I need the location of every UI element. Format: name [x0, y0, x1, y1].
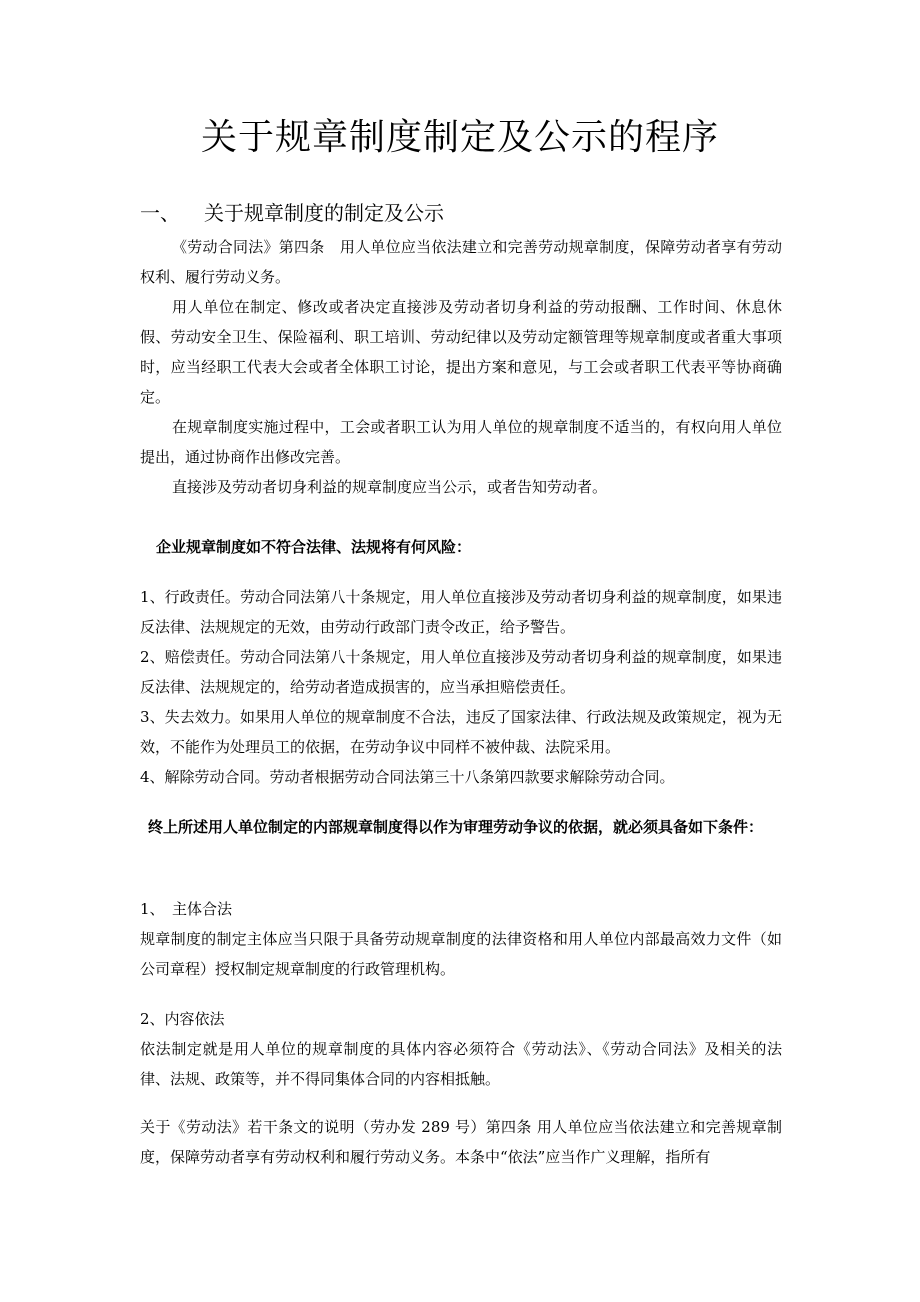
risk-item-2: 2、赔偿责任。劳动合同法第八十条规定，用人单位直接涉及劳动者切身利益的规章制度，如果违反法律、法规规定的，给劳动者造成损害的，应当承担赔偿责任。 — [140, 648, 782, 696]
section-heading-text: 关于规章制度的制定及公示 — [204, 201, 444, 225]
paragraph-rules-publicity: 直接涉及劳动者切身利益的规章制度应当公示，或者告知劳动者。 — [172, 478, 608, 496]
risk-item-3: 3、失去效力。如果用人单位的规章制度不合法，违反了国家法律、行政法规及政策规定，视为无效，不能作为处理员工的依据，在劳动争议中同样不被仲裁、法院采用。 — [140, 708, 782, 756]
condition-1-text: 规章制度的制定主体应当只限于具备劳动规章制度的法律资格和用人单位内部最高效力文件（如公司章程）授权制定规章制度的行政管理机构。 — [140, 930, 782, 978]
section-number: 一、 — [140, 201, 180, 225]
paragraph-rules-making: 用人单位在制定、修改或者决定直接涉及劳动者切身利益的劳动报酬、工作时间、休息休假、劳动安全卫生、保险福利、职工培训、劳动纪律以及劳动定额管理等规章制度或者重大事项时，应当经职工代表大会或者全体职工讨论，提出方案和意见，与工会或者职工代表平等协商确定。 — [140, 298, 782, 406]
page-title: 关于规章制度制定及公示的程序 — [200, 117, 719, 158]
conditions-heading: 终上所述用人单位制定的内部规章制度得以作为审理劳动争议的依据，就必须具备如下条件： — [148, 818, 764, 836]
condition-2-title: 2、内容依法 — [140, 1010, 225, 1028]
risk-item-4: 4、解除劳动合同。劳动者根据劳动合同法第三十八条第四款要求解除劳动合同。 — [140, 768, 675, 786]
paragraph-rules-revision: 在规章制度实施过程中，工会或者职工认为用人单位的规章制度不适当的，有权向用人单位提出，通过协商作出修改完善。 — [140, 418, 782, 466]
paragraph-article-4: 《劳动合同法》第四条 用人单位应当依法建立和完善劳动规章制度，保障劳动者享有劳动权利、履行劳动义务。 — [140, 238, 782, 286]
condition-2-text: 依法制定就是用人单位的规章制度的具体内容必须符合《劳动法》、《劳动合同法》及相关的法律、法规、政策等，并不得同集体合同的内容相抵触。 — [140, 1040, 782, 1088]
labor-law-note: 关于《劳动法》若干条文的说明（劳办发 289 号）第四条 用人单位应当依法建立和完善规章制度，保障劳动者享有劳动权利和履行劳动义务。本条中“依法”应当作广义理解，指所有 — [140, 1118, 782, 1166]
risk-heading: 企业规章制度如不符合法律、法规将有何风险： — [156, 538, 472, 556]
section-heading-1 — [140, 198, 444, 228]
condition-1-title: 1、 主体合法 — [140, 900, 233, 918]
risk-item-1: 1、行政责任。劳动合同法第八十条规定，用人单位直接涉及劳动者切身利益的规章制度，如果违反法律、法规规定的无效，由劳动行政部门责令改正，给予警告。 — [140, 588, 782, 636]
